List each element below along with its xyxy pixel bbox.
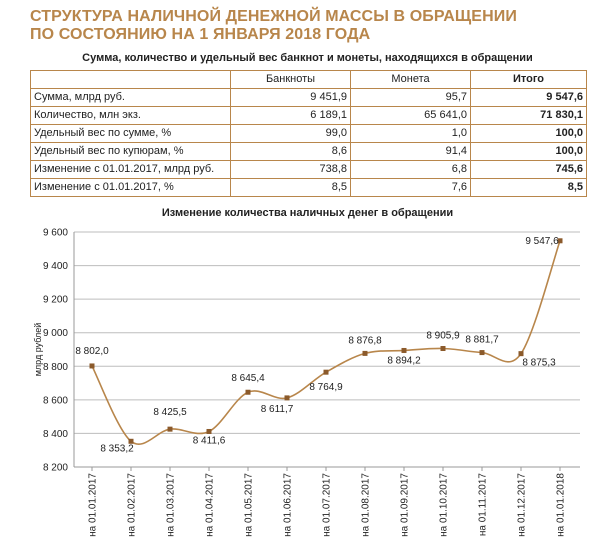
data-label: 8 905,9 <box>426 330 460 342</box>
x-tick-label: на 01.12.2017 <box>516 473 528 537</box>
data-point <box>324 370 329 375</box>
x-tick-label: на 01.04.2017 <box>204 473 216 537</box>
table-cell: 71 830,1 <box>471 107 587 125</box>
table-header-cell: Итого <box>471 71 587 89</box>
table-cell: 8,5 <box>471 179 587 197</box>
y-tick-label: 9 600 <box>42 227 68 239</box>
table-cell: 99,0 <box>231 125 351 143</box>
data-point <box>168 427 173 432</box>
data-label: 8 425,5 <box>153 407 187 419</box>
table-cell: 1,0 <box>351 125 471 143</box>
x-tick-label: на 01.07.2017 <box>321 473 333 537</box>
data-point <box>363 351 368 356</box>
x-tick-label: на 01.10.2017 <box>438 473 450 537</box>
data-point <box>402 348 407 353</box>
x-tick-label: на 01.08.2017 <box>360 473 372 537</box>
data-label: 8 881,7 <box>465 334 499 346</box>
table-header-cell: Банкноты <box>231 71 351 89</box>
table-cell: 8,5 <box>231 179 351 197</box>
y-axis-label: млрд рублей <box>33 322 43 377</box>
data-label: 8 876,8 <box>348 335 382 347</box>
table-cell: 100,0 <box>471 125 587 143</box>
data-point <box>90 363 95 368</box>
table-cell: 6 189,1 <box>231 107 351 125</box>
table-cell: 8,6 <box>231 143 351 161</box>
data-label: 8 875,3 <box>522 357 556 369</box>
y-tick-label: 9 000 <box>42 328 68 340</box>
y-tick-label: 8 600 <box>42 395 68 407</box>
data-point <box>246 390 251 395</box>
data-label: 8 802,0 <box>75 345 109 357</box>
y-tick-label: 8 200 <box>42 462 68 474</box>
y-tick-label: 9 400 <box>42 261 68 273</box>
table-cell: 9 547,6 <box>471 89 587 107</box>
x-tick-label: на 01.03.2017 <box>165 473 177 537</box>
table-header-cell: Монета <box>351 71 471 89</box>
data-label: 9 547,6 <box>525 235 559 247</box>
table-cell: 6,8 <box>351 161 471 179</box>
data-label: 8 764,9 <box>309 382 343 394</box>
data-label: 8 411,6 <box>192 435 226 447</box>
data-point <box>285 395 290 400</box>
table-cell: 95,7 <box>351 89 471 107</box>
x-tick-label: на 01.09.2017 <box>399 473 411 537</box>
x-tick-label: на 01.01.2018 <box>555 473 567 537</box>
data-label: 8 611,7 <box>260 403 294 415</box>
chart-title: Изменение количества наличных денег в обращении <box>161 207 454 219</box>
table-cell: Количество, млн экз. <box>31 107 231 125</box>
x-tick-label: на 01.05.2017 <box>243 473 255 537</box>
table-cell: 65 641,0 <box>351 107 471 125</box>
data-label: 8 894,2 <box>387 355 421 367</box>
table-cell: Сумма, млрд руб. <box>31 89 231 107</box>
table-cell: 7,6 <box>351 179 471 197</box>
table-cell: 91,4 <box>351 143 471 161</box>
x-tick-label: на 01.02.2017 <box>126 473 138 537</box>
table-cell: Изменение с 01.01.2017, млрд руб. <box>31 161 231 179</box>
data-point <box>480 350 485 355</box>
x-tick-label: на 01.06.2017 <box>282 473 294 537</box>
y-tick-label: 8 400 <box>42 428 68 440</box>
table-cell: 745,6 <box>471 161 587 179</box>
data-point <box>519 351 524 356</box>
data-point <box>207 429 212 434</box>
table-cell: Удельный вес по сумме, % <box>31 125 231 143</box>
table-cell: Изменение с 01.01.2017, % <box>31 179 231 197</box>
page-title-line1: СТРУКТУРА НАЛИЧНОЙ ДЕНЕЖНОЙ МАССЫ В ОБРАЩЕНИИ <box>30 8 517 25</box>
x-tick-label: на 01.01.2017 <box>87 473 99 537</box>
data-point <box>441 346 446 351</box>
table-title: Сумма, количество и удельный вес банкнот и монеты, находящихся в обращении <box>82 52 533 64</box>
table-cell: 100,0 <box>471 143 587 161</box>
table-cell: 738,8 <box>231 161 351 179</box>
data-label: 8 353,2 <box>100 443 134 455</box>
y-tick-label: 8 800 <box>42 361 68 373</box>
y-tick-label: 9 200 <box>42 294 68 306</box>
table-cell: Удельный вес по купюрам, % <box>31 143 231 161</box>
page-title-line2: ПО СОСТОЯНИЮ НА 1 ЯНВАРЯ 2018 ГОДА <box>30 26 371 43</box>
data-label: 8 645,4 <box>231 373 265 385</box>
table-cell: 9 451,9 <box>231 89 351 107</box>
x-tick-label: на 01.11.2017 <box>477 473 489 537</box>
